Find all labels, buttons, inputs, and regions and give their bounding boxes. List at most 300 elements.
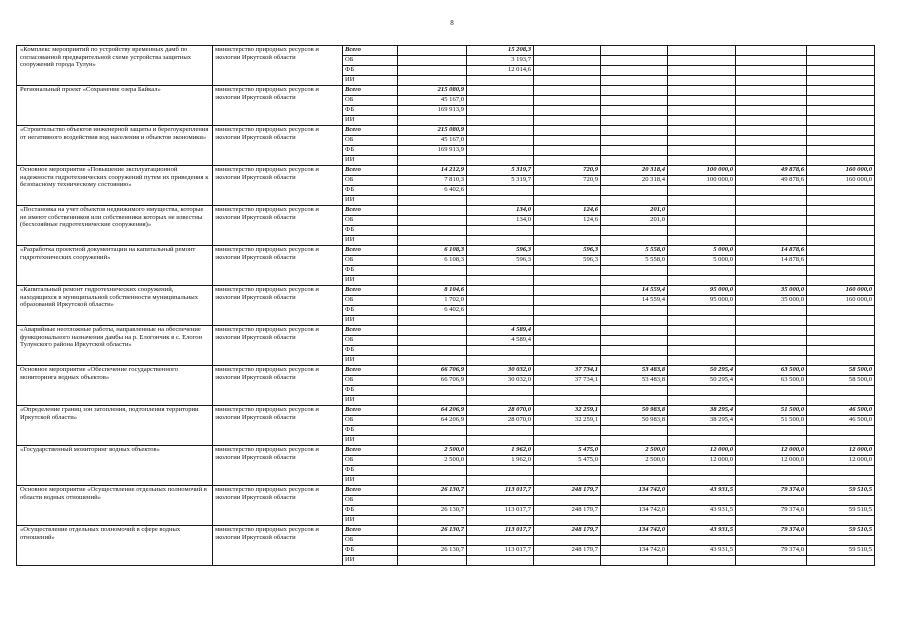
measure-name-cell: Основное мероприятие «Обеспечение государственного мониторинга водных объектов» xyxy=(17,366,213,406)
amount-cell xyxy=(534,106,601,116)
amount-cell xyxy=(668,106,736,116)
amount-cell: 64 206,9 xyxy=(398,416,467,426)
funding-source-cell: Всего xyxy=(343,46,398,56)
amount-cell: 63 500,0 xyxy=(736,366,807,376)
amount-cell xyxy=(736,556,807,566)
amount-cell: 3 193,7 xyxy=(467,56,534,66)
amount-cell xyxy=(467,136,534,146)
amount-cell: 1 962,0 xyxy=(467,446,534,456)
amount-cell: 35 000,0 xyxy=(736,296,807,306)
amount-cell: 26 130,7 xyxy=(398,486,467,496)
amount-cell: 79 374,0 xyxy=(736,526,807,536)
amount-cell xyxy=(807,106,875,116)
amount-cell xyxy=(668,336,736,346)
amount-cell xyxy=(534,316,601,326)
amount-cell xyxy=(668,226,736,236)
amount-cell: 4 589,4 xyxy=(467,326,534,336)
amount-cell xyxy=(601,136,668,146)
amount-cell xyxy=(467,476,534,486)
amount-cell xyxy=(807,206,875,216)
table-row xyxy=(17,206,875,216)
amount-cell xyxy=(601,386,668,396)
amount-cell: 134 742,0 xyxy=(601,506,668,516)
funding-source-cell: Всего xyxy=(343,406,398,416)
amount-cell xyxy=(668,96,736,106)
amount-cell xyxy=(601,496,668,506)
measure-name-cell: «Определение границ зон затопления, подтопления территории Иркутской области» xyxy=(17,406,213,446)
funding-source-cell: Всего xyxy=(343,86,398,96)
amount-cell: 51 500,0 xyxy=(736,406,807,416)
amount-cell xyxy=(668,536,736,546)
amount-cell xyxy=(807,246,875,256)
amount-cell: 43 931,5 xyxy=(668,506,736,516)
measure-name-cell: «Осуществление отдельных полномочий в сфере водных отношений» xyxy=(17,526,213,566)
amount-cell xyxy=(736,76,807,86)
amount-cell: 45 167,0 xyxy=(398,136,467,146)
amount-cell xyxy=(601,476,668,486)
measure-name-cell: Основное мероприятие «Осуществление отдельных полномочий в области водных отношений» xyxy=(17,486,213,526)
amount-cell xyxy=(807,86,875,96)
amount-cell xyxy=(736,66,807,76)
amount-cell: 66 706,9 xyxy=(398,376,467,386)
amount-cell: 59 510,5 xyxy=(807,526,875,536)
funding-source-cell: Всего xyxy=(343,446,398,456)
funding-source-cell: ОБ xyxy=(343,536,398,546)
amount-cell xyxy=(601,356,668,366)
amount-cell xyxy=(534,346,601,356)
funding-source-cell: ФБ xyxy=(343,506,398,516)
amount-cell: 12 000,0 xyxy=(668,456,736,466)
amount-cell xyxy=(398,46,467,56)
amount-cell: 134,0 xyxy=(467,216,534,226)
amount-cell: 5 475,0 xyxy=(534,456,601,466)
amount-cell xyxy=(601,126,668,136)
amount-cell xyxy=(398,336,467,346)
amount-cell xyxy=(807,386,875,396)
amount-cell xyxy=(534,266,601,276)
executor-cell: министерство природных ресурсов и экологии Иркутской области xyxy=(213,526,343,566)
amount-cell xyxy=(601,276,668,286)
amount-cell xyxy=(807,256,875,266)
amount-cell xyxy=(736,346,807,356)
amount-cell xyxy=(398,536,467,546)
amount-cell xyxy=(668,326,736,336)
amount-cell xyxy=(736,466,807,476)
amount-cell xyxy=(601,116,668,126)
amount-cell xyxy=(736,516,807,526)
amount-cell xyxy=(807,356,875,366)
funding-source-cell: ИИ xyxy=(343,316,398,326)
amount-cell: 12 000,0 xyxy=(807,456,875,466)
amount-cell: 53 483,8 xyxy=(601,366,668,376)
amount-cell xyxy=(534,466,601,476)
amount-cell xyxy=(398,426,467,436)
amount-cell xyxy=(668,356,736,366)
amount-cell: 720,9 xyxy=(534,176,601,186)
amount-cell xyxy=(398,196,467,206)
amount-cell xyxy=(601,306,668,316)
amount-cell xyxy=(807,496,875,506)
table-row xyxy=(17,286,875,296)
amount-cell xyxy=(601,76,668,86)
amount-cell xyxy=(807,186,875,196)
amount-cell: 248 179,7 xyxy=(534,546,601,556)
amount-cell xyxy=(736,306,807,316)
funding-source-cell: Всего xyxy=(343,326,398,336)
table-row xyxy=(17,526,875,536)
amount-cell xyxy=(736,226,807,236)
amount-cell: 30 032,0 xyxy=(467,366,534,376)
amount-cell: 50 983,8 xyxy=(601,406,668,416)
amount-cell xyxy=(736,96,807,106)
amount-cell: 5 319,7 xyxy=(467,176,534,186)
amount-cell xyxy=(736,356,807,366)
amount-cell: 100 000,0 xyxy=(668,166,736,176)
page-number: 8 xyxy=(450,19,454,27)
amount-cell: 66 706,9 xyxy=(398,366,467,376)
amount-cell: 7 810,3 xyxy=(398,176,467,186)
amount-cell xyxy=(467,106,534,116)
amount-cell: 5 475,0 xyxy=(534,446,601,456)
amount-cell xyxy=(668,156,736,166)
amount-cell: 100 000,0 xyxy=(668,176,736,186)
amount-cell xyxy=(601,66,668,76)
amount-cell: 12 000,0 xyxy=(736,456,807,466)
funding-source-cell: ИИ xyxy=(343,436,398,446)
amount-cell xyxy=(398,556,467,566)
amount-cell: 46 500,0 xyxy=(807,406,875,416)
table-row xyxy=(17,166,875,176)
amount-cell xyxy=(534,186,601,196)
measure-name-cell: «Капитальный ремонт гидротехнических сооружений, находящихся в муниципальной собственности муниципальных образований Иркутской области» xyxy=(17,286,213,326)
amount-cell xyxy=(398,216,467,226)
amount-cell xyxy=(668,466,736,476)
amount-cell xyxy=(467,516,534,526)
amount-cell xyxy=(601,466,668,476)
amount-cell: 64 206,9 xyxy=(398,406,467,416)
amount-cell: 6 402,6 xyxy=(398,186,467,196)
funding-source-cell: ИИ xyxy=(343,556,398,566)
amount-cell xyxy=(467,436,534,446)
funding-source-cell: ОБ xyxy=(343,336,398,346)
funding-source-cell: ФБ xyxy=(343,386,398,396)
amount-cell xyxy=(668,186,736,196)
amount-cell: 37 734,1 xyxy=(534,366,601,376)
funding-source-cell: ФБ xyxy=(343,266,398,276)
executor-cell: министерство природных ресурсов и экологии Иркутской области xyxy=(213,86,343,126)
amount-cell: 26 130,7 xyxy=(398,506,467,516)
amount-cell xyxy=(534,146,601,156)
table-body xyxy=(17,46,875,566)
amount-cell xyxy=(534,436,601,446)
amount-cell xyxy=(534,226,601,236)
amount-cell xyxy=(807,306,875,316)
amount-cell xyxy=(534,556,601,566)
amount-cell xyxy=(736,426,807,436)
amount-cell: 12 014,6 xyxy=(467,66,534,76)
amount-cell xyxy=(467,496,534,506)
amount-cell: 12 000,0 xyxy=(807,446,875,456)
amount-cell xyxy=(736,86,807,96)
table-row xyxy=(17,46,875,56)
amount-cell xyxy=(467,146,534,156)
executor-cell: министерство природных ресурсов и экологии Иркутской области xyxy=(213,286,343,326)
amount-cell xyxy=(807,226,875,236)
amount-cell xyxy=(398,66,467,76)
amount-cell: 2 500,0 xyxy=(398,456,467,466)
amount-cell xyxy=(398,466,467,476)
amount-cell xyxy=(736,436,807,446)
amount-cell xyxy=(668,136,736,146)
amount-cell: 248 179,7 xyxy=(534,486,601,496)
funding-source-cell: ФБ xyxy=(343,426,398,436)
amount-cell xyxy=(601,426,668,436)
amount-cell xyxy=(467,276,534,286)
amount-cell xyxy=(601,266,668,276)
amount-cell xyxy=(601,226,668,236)
table-row xyxy=(17,86,875,96)
amount-cell xyxy=(601,556,668,566)
executor-cell: министерство природных ресурсов и экологии Иркутской области xyxy=(213,446,343,486)
amount-cell: 50 295,4 xyxy=(668,366,736,376)
amount-cell xyxy=(668,276,736,286)
amount-cell: 26 130,7 xyxy=(398,526,467,536)
amount-cell: 14 878,6 xyxy=(736,246,807,256)
amount-cell xyxy=(736,106,807,116)
funding-source-cell: Всего xyxy=(343,126,398,136)
amount-cell: 95 000,0 xyxy=(668,296,736,306)
amount-cell xyxy=(807,336,875,346)
amount-cell xyxy=(807,96,875,106)
amount-cell: 63 500,0 xyxy=(736,376,807,386)
amount-cell: 59 510,5 xyxy=(807,486,875,496)
amount-cell: 4 589,4 xyxy=(467,336,534,346)
amount-cell xyxy=(601,96,668,106)
amount-cell xyxy=(668,316,736,326)
amount-cell xyxy=(807,196,875,206)
amount-cell: 596,3 xyxy=(467,246,534,256)
amount-cell xyxy=(467,296,534,306)
amount-cell xyxy=(467,356,534,366)
amount-cell: 1 962,0 xyxy=(467,456,534,466)
amount-cell xyxy=(668,116,736,126)
amount-cell xyxy=(736,156,807,166)
amount-cell: 59 510,5 xyxy=(807,546,875,556)
amount-cell: 14 212,9 xyxy=(398,166,467,176)
amount-cell: 2 500,0 xyxy=(398,446,467,456)
table-row xyxy=(17,446,875,456)
amount-cell: 53 483,8 xyxy=(601,376,668,386)
funding-source-cell: ОБ xyxy=(343,456,398,466)
amount-cell xyxy=(807,266,875,276)
amount-cell xyxy=(807,556,875,566)
amount-cell xyxy=(534,276,601,286)
amount-cell xyxy=(807,66,875,76)
amount-cell xyxy=(467,556,534,566)
amount-cell xyxy=(668,346,736,356)
amount-cell xyxy=(398,236,467,246)
funding-source-cell: ОБ xyxy=(343,136,398,146)
amount-cell xyxy=(601,436,668,446)
amount-cell xyxy=(807,146,875,156)
amount-cell xyxy=(736,126,807,136)
amount-cell: 32 259,1 xyxy=(534,416,601,426)
amount-cell: 14 559,4 xyxy=(601,296,668,306)
amount-cell xyxy=(736,266,807,276)
amount-cell: 124,6 xyxy=(534,216,601,226)
amount-cell: 46 500,0 xyxy=(807,416,875,426)
amount-cell xyxy=(668,306,736,316)
amount-cell xyxy=(668,46,736,56)
amount-cell xyxy=(668,396,736,406)
amount-cell xyxy=(601,536,668,546)
amount-cell xyxy=(534,66,601,76)
amount-cell xyxy=(668,436,736,446)
amount-cell: 20 318,4 xyxy=(601,166,668,176)
table-row xyxy=(17,486,875,496)
amount-cell xyxy=(668,56,736,66)
amount-cell xyxy=(807,216,875,226)
amount-cell xyxy=(807,116,875,126)
amount-cell xyxy=(807,436,875,446)
funding-source-cell: ФБ xyxy=(343,186,398,196)
amount-cell: 45 167,0 xyxy=(398,96,467,106)
amount-cell xyxy=(534,496,601,506)
amount-cell: 1 702,0 xyxy=(398,296,467,306)
amount-cell xyxy=(398,476,467,486)
amount-cell: 248 179,7 xyxy=(534,526,601,536)
amount-cell: 30 032,0 xyxy=(467,376,534,386)
amount-cell xyxy=(467,536,534,546)
amount-cell: 37 734,1 xyxy=(534,376,601,386)
amount-cell: 79 374,0 xyxy=(736,486,807,496)
table-row xyxy=(17,406,875,416)
amount-cell: 596,3 xyxy=(534,256,601,266)
funding-source-cell: ИИ xyxy=(343,356,398,366)
amount-cell xyxy=(807,126,875,136)
amount-cell xyxy=(601,336,668,346)
amount-cell xyxy=(668,196,736,206)
amount-cell xyxy=(534,86,601,96)
amount-cell xyxy=(668,556,736,566)
executor-cell: министерство природных ресурсов и экологии Иркутской области xyxy=(213,46,343,86)
amount-cell: 26 130,7 xyxy=(398,546,467,556)
amount-cell xyxy=(601,46,668,56)
amount-cell xyxy=(736,136,807,146)
amount-cell: 113 017,7 xyxy=(467,546,534,556)
amount-cell xyxy=(736,396,807,406)
amount-cell xyxy=(534,46,601,56)
funding-source-cell: ФБ xyxy=(343,346,398,356)
amount-cell xyxy=(668,86,736,96)
amount-cell: 6 402,6 xyxy=(398,306,467,316)
funding-source-cell: ОБ xyxy=(343,376,398,386)
amount-cell xyxy=(467,266,534,276)
funding-source-cell: ФБ xyxy=(343,466,398,476)
amount-cell: 14 878,6 xyxy=(736,256,807,266)
executor-cell: министерство природных ресурсов и экологии Иркутской области xyxy=(213,206,343,246)
amount-cell: 201,0 xyxy=(601,206,668,216)
funding-source-cell: ОБ xyxy=(343,56,398,66)
amount-cell: 58 500,0 xyxy=(807,366,875,376)
amount-cell xyxy=(736,336,807,346)
amount-cell xyxy=(736,116,807,126)
amount-cell: 8 104,6 xyxy=(398,286,467,296)
amount-cell: 215 080,9 xyxy=(398,86,467,96)
amount-cell xyxy=(736,186,807,196)
amount-cell xyxy=(467,386,534,396)
amount-cell: 113 017,7 xyxy=(467,526,534,536)
funding-source-cell: Всего xyxy=(343,526,398,536)
amount-cell: 113 017,7 xyxy=(467,486,534,496)
amount-cell xyxy=(467,226,534,236)
executor-cell: министерство природных ресурсов и экологии Иркутской области xyxy=(213,406,343,446)
amount-cell xyxy=(398,436,467,446)
amount-cell xyxy=(398,326,467,336)
amount-cell xyxy=(534,96,601,106)
amount-cell xyxy=(668,516,736,526)
amount-cell xyxy=(534,76,601,86)
funding-source-cell: ИИ xyxy=(343,516,398,526)
funding-source-cell: ФБ xyxy=(343,146,398,156)
amount-cell xyxy=(398,156,467,166)
amount-cell xyxy=(534,396,601,406)
funding-source-cell: ИИ xyxy=(343,196,398,206)
amount-cell xyxy=(668,236,736,246)
amount-cell: 50 295,4 xyxy=(668,376,736,386)
amount-cell xyxy=(668,76,736,86)
amount-cell: 15 208,3 xyxy=(467,46,534,56)
amount-cell xyxy=(398,76,467,86)
amount-cell xyxy=(807,476,875,486)
amount-cell xyxy=(736,536,807,546)
amount-cell: 160 000,0 xyxy=(807,166,875,176)
amount-cell: 596,3 xyxy=(534,246,601,256)
amount-cell: 43 931,5 xyxy=(668,486,736,496)
amount-cell: 50 983,8 xyxy=(601,416,668,426)
amount-cell xyxy=(807,56,875,66)
amount-cell xyxy=(601,326,668,336)
amount-cell: 28 070,0 xyxy=(467,416,534,426)
amount-cell xyxy=(601,146,668,156)
amount-cell xyxy=(534,296,601,306)
amount-cell xyxy=(534,516,601,526)
amount-cell xyxy=(467,426,534,436)
amount-cell xyxy=(398,316,467,326)
amount-cell: 248 179,7 xyxy=(534,506,601,516)
funding-source-cell: ОБ xyxy=(343,416,398,426)
funding-source-cell: ИИ xyxy=(343,116,398,126)
amount-cell xyxy=(807,136,875,146)
amount-cell xyxy=(601,236,668,246)
amount-cell: 38 295,4 xyxy=(668,406,736,416)
amount-cell xyxy=(398,56,467,66)
funding-source-cell: ОБ xyxy=(343,256,398,266)
amount-cell xyxy=(467,306,534,316)
amount-cell xyxy=(398,266,467,276)
table-row xyxy=(17,246,875,256)
amount-cell xyxy=(467,466,534,476)
amount-cell: 14 559,4 xyxy=(601,286,668,296)
amount-cell xyxy=(398,386,467,396)
funding-source-cell: Всего xyxy=(343,206,398,216)
amount-cell xyxy=(736,316,807,326)
amount-cell xyxy=(807,536,875,546)
amount-cell: 59 510,5 xyxy=(807,506,875,516)
amount-cell: 38 295,4 xyxy=(668,416,736,426)
amount-cell xyxy=(398,116,467,126)
amount-cell xyxy=(601,56,668,66)
